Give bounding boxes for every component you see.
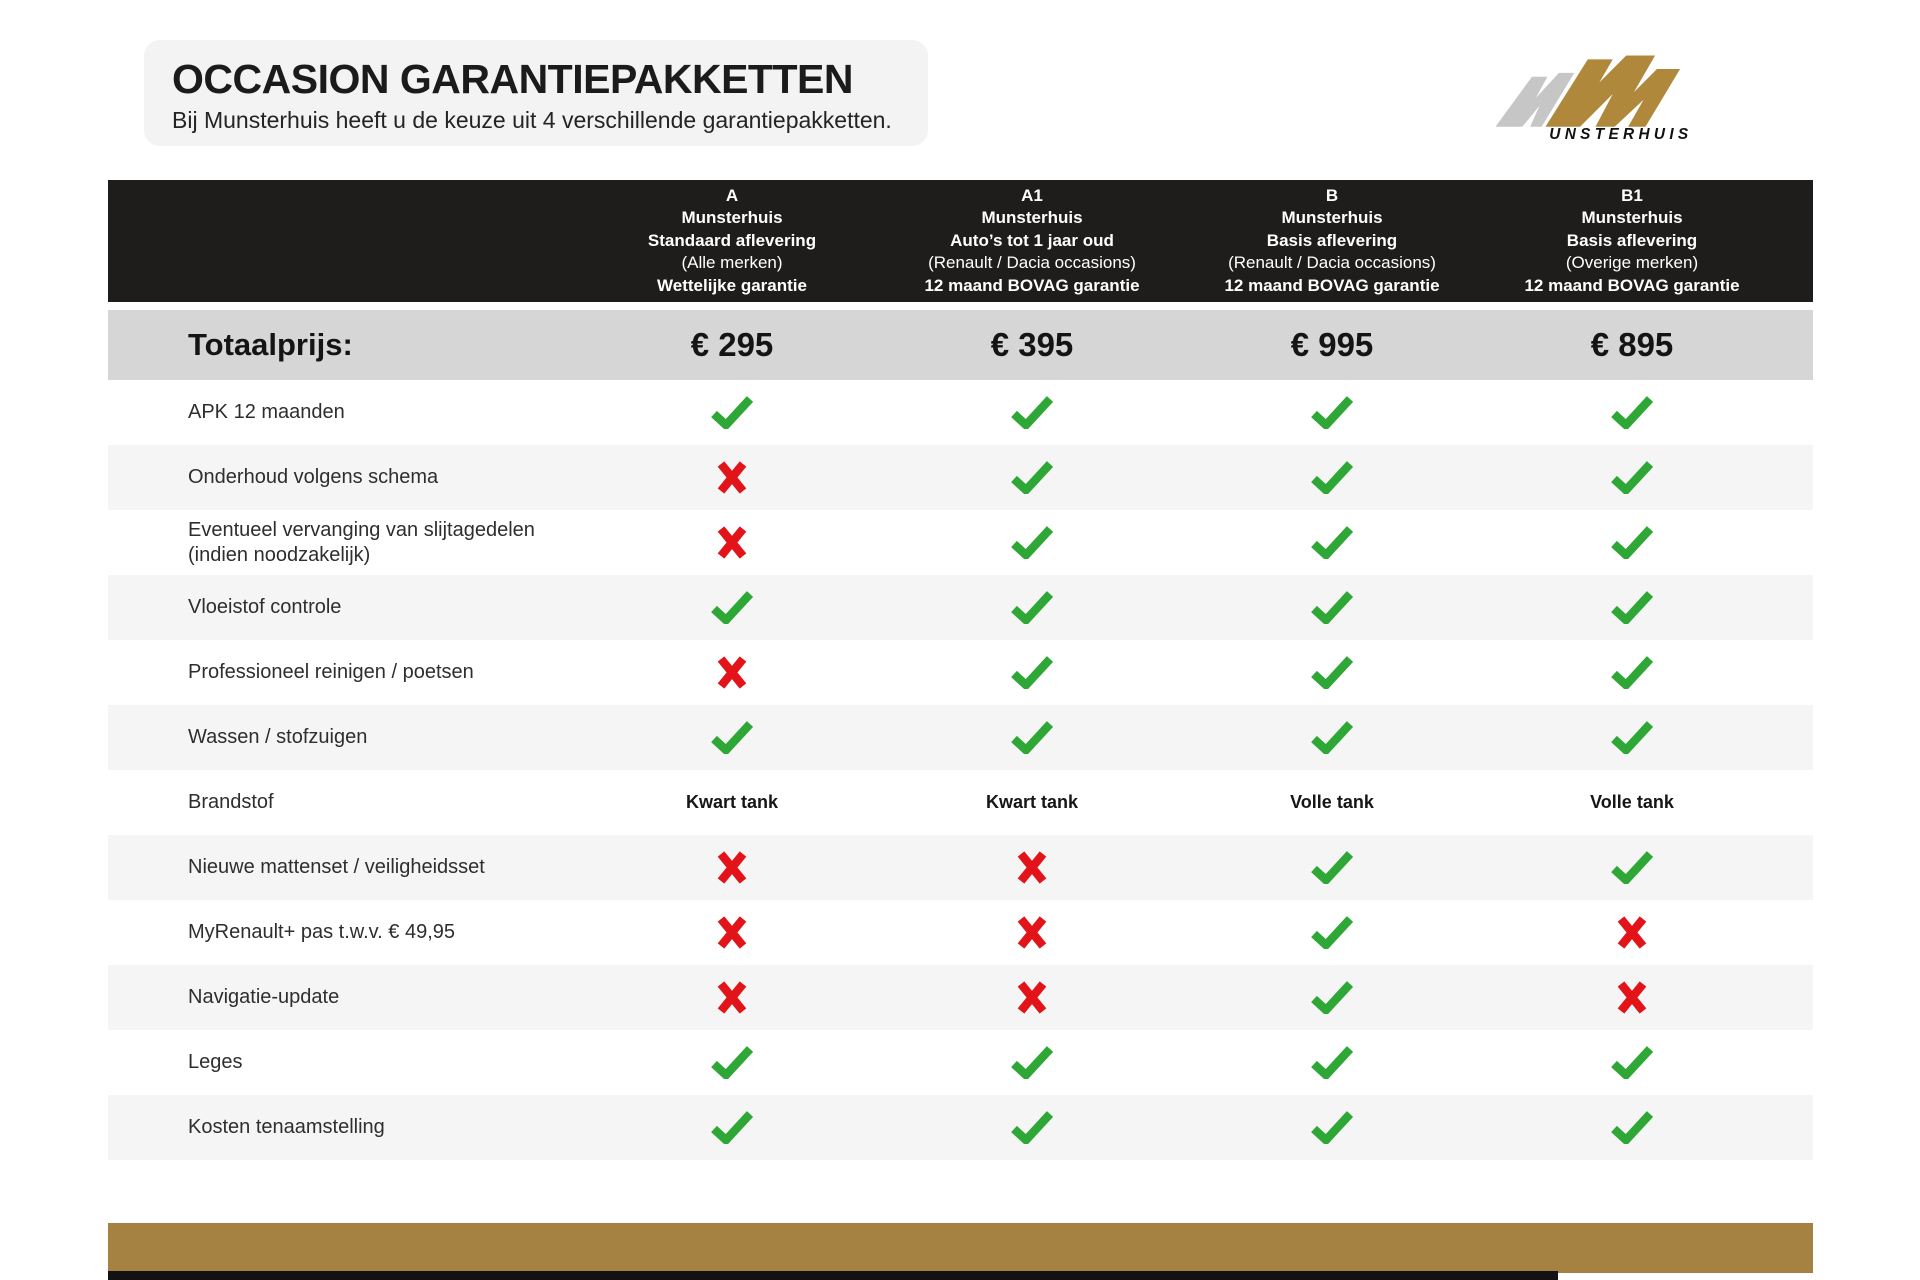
check-icon [1482,461,1782,494]
check-icon [882,1046,1182,1079]
feature-label: Leges [188,1051,243,1073]
package-scope: (Alle merken) [681,253,783,273]
feature-label: Nieuwe mattenset / veiligheidsset [188,856,485,878]
feature-label: Kosten tenaamstelling [188,1116,385,1138]
feature-row [108,835,1813,900]
check-icon [1182,721,1482,754]
package-warranty: 12 maand BOVAG garantie [924,275,1140,295]
check-icon [582,591,882,624]
column-header-b1 [1482,185,1782,297]
feature-label: Navigatie-update [188,986,340,1008]
check-icon [1182,851,1482,884]
package-code: B1 [1621,185,1643,205]
check-icon [882,591,1182,624]
fuel-value: Volle tank [1590,792,1674,812]
fuel-value: Kwart tank [685,792,779,812]
title-card [144,40,928,146]
column-header-a [582,185,882,297]
check-icon [882,526,1182,559]
cross-icon [1482,915,1782,950]
page-title: OCCASION GARANTIEPAKKETTEN [172,56,853,102]
feature-row [108,965,1813,1030]
feature-row [108,770,1813,835]
footer-gold-bar [108,1223,1813,1273]
feature-label: Brandstof [188,791,274,813]
feature-label: Onderhoud volgens schema [188,466,439,488]
feature-row [108,575,1813,640]
cross-icon [582,980,882,1015]
package-name: Basis aflevering [1566,230,1698,250]
check-icon [1182,656,1482,689]
feature-label: APK 12 maanden [188,401,345,423]
feature-row [108,640,1813,705]
feature-label: Eventueel vervanging van slijtagedelen (indien noodzakelijk) [188,518,535,566]
cross-icon [882,850,1182,885]
feature-label: Professioneel reinigen / poetsen [188,661,474,683]
footer-black-bar [108,1271,1558,1280]
feature-label: MyRenault+ pas t.w.v. € 49,95 [188,921,456,943]
feature-row [108,1095,1813,1160]
check-icon [1482,526,1782,559]
package-code: A [725,185,739,205]
feature-row [108,445,1813,510]
check-icon [882,721,1182,754]
check-icon [1482,656,1782,689]
check-icon [1482,1111,1782,1144]
package-brand: Munsterhuis [1581,208,1683,228]
check-icon [582,721,882,754]
cross-icon [882,980,1182,1015]
check-icon [882,656,1182,689]
check-icon [1482,721,1782,754]
check-icon [582,396,882,429]
package-code: A1 [1021,185,1043,205]
fuel-value: Volle tank [1290,792,1374,812]
check-icon [1182,461,1482,494]
check-icon [1182,1111,1482,1144]
package-scope: (Overige merken) [1565,253,1699,273]
feature-row [108,1030,1813,1095]
check-icon [882,396,1182,429]
table-header-row [108,180,1813,302]
price-a: € 295 [690,326,774,363]
check-icon [1182,916,1482,949]
logo-wordmark: UNSTERHUIS [1549,126,1693,144]
logo-gold-bolt [1545,56,1680,127]
cross-icon [882,915,1182,950]
package-scope: (Renault / Dacia occasions) [1228,253,1436,273]
package-name: Auto’s tot 1 jaar oud [950,230,1114,250]
check-icon [882,1111,1182,1144]
package-warranty: 12 maand BOVAG garantie [1224,275,1440,295]
check-icon [1482,396,1782,429]
feature-rows [108,380,1813,1160]
price-b: € 995 [1290,326,1374,363]
check-icon [1182,981,1482,1014]
munsterhuis-logo [1488,44,1726,144]
check-icon [1182,526,1482,559]
page-subtitle: Bij Munsterhuis heeft u de keuze uit 4 verschillende garantiepakketten. [172,107,892,134]
cross-icon [582,525,882,560]
package-scope: (Renault / Dacia occasions) [928,253,1136,273]
price-row [108,310,1813,380]
package-name: Basis aflevering [1266,230,1398,250]
package-code: B [1325,185,1339,205]
check-icon [582,1046,882,1079]
package-warranty: Wettelijke garantie [657,275,807,295]
package-warranty: 12 maand BOVAG garantie [1524,275,1740,295]
package-name: Standaard aflevering [647,230,817,250]
price-a1: € 395 [990,326,1074,363]
check-icon [1182,396,1482,429]
feature-row [108,900,1813,965]
check-icon [582,1111,882,1144]
comparison-table [108,180,1813,1160]
feature-row [108,380,1813,445]
feature-label: Vloeistof controle [188,596,342,618]
munsterhuis-logo-icon [1488,44,1726,144]
cross-icon [582,915,882,950]
check-icon [1182,591,1482,624]
cross-icon [582,460,882,495]
check-icon [1482,591,1782,624]
check-icon [1482,1046,1782,1079]
feature-row [108,705,1813,770]
check-icon [882,461,1182,494]
cross-icon [582,655,882,690]
fuel-value: Kwart tank [985,792,1079,812]
column-header-b [1182,185,1482,297]
package-brand: Munsterhuis [1281,208,1383,228]
price-row-label: Totaalprijs: [188,327,353,362]
package-brand: Munsterhuis [681,208,783,228]
package-brand: Munsterhuis [981,208,1083,228]
check-icon [1182,1046,1482,1079]
cross-icon [1482,980,1782,1015]
check-icon [1482,851,1782,884]
feature-label: Wassen / stofzuigen [188,726,368,748]
cross-icon [582,850,882,885]
feature-row [108,510,1813,575]
price-b1: € 895 [1590,326,1674,363]
column-header-a1 [882,185,1182,297]
